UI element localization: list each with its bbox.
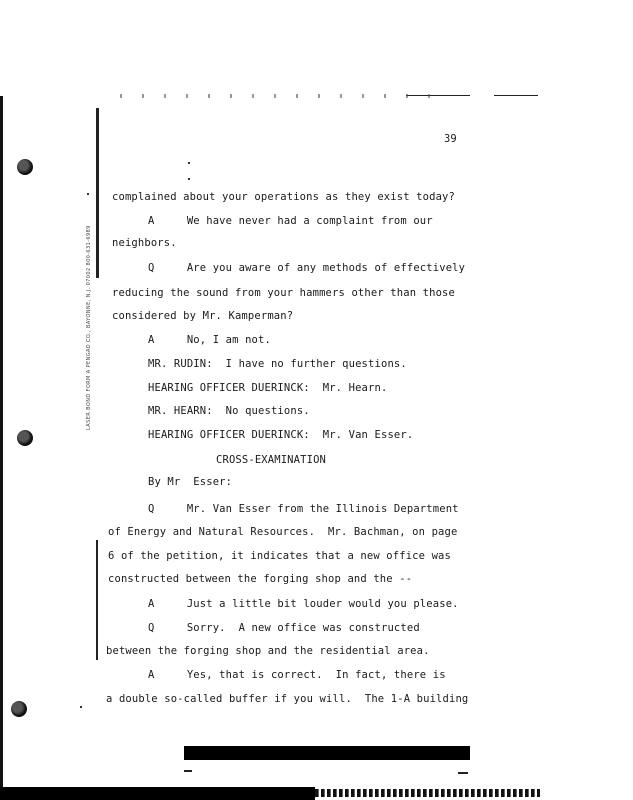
page-number: 39 <box>444 133 457 145</box>
transcript-line: A Just a little bit louder would you please. <box>148 598 459 610</box>
transcript-line: neighbors. <box>112 237 177 249</box>
scan-dot <box>80 706 82 708</box>
transcript-line: Q Are you aware of any methods of effectively <box>148 262 466 274</box>
transcript-line: between the forging shop and the residential area. <box>106 645 430 657</box>
transcript-line: HEARING OFFICER DUERINCK: Mr. Van Esser. <box>148 429 414 441</box>
top-rule-line-right <box>494 95 538 96</box>
scan-dot <box>188 178 190 180</box>
transcript-line: A No, I am not. <box>148 334 271 346</box>
footer-tick <box>184 770 192 772</box>
transcript-line: Q Mr. Van Esser from the Illinois Department <box>148 503 459 515</box>
scan-dot <box>188 162 190 164</box>
transcript-line: complained about your operations as they exist today? <box>112 191 455 203</box>
transcript-line: constructed between the forging shop and the -- <box>108 573 413 585</box>
binder-hole-top <box>17 159 33 175</box>
transcript-line: MR. RUDIN: I have no further questions. <box>148 358 407 370</box>
transcript-line: By Mr Esser: <box>148 476 233 488</box>
section-heading: CROSS-EXAMINATION <box>216 454 327 466</box>
transcript-line: a double so-called buffer if you will. The 1-A building <box>106 693 469 705</box>
transcript-line: reducing the sound from your hammers other than those <box>112 287 455 299</box>
transcript-line: of Energy and Natural Resources. Mr. Bachman, on page <box>108 526 458 538</box>
redaction-bar <box>184 746 470 760</box>
transcript-line: A Yes, that is correct. In fact, there is <box>148 669 446 681</box>
footer-scan-noise <box>315 789 540 797</box>
transcript-line: considered by Mr. Kamperman? <box>112 310 294 322</box>
footer-scan-strip <box>0 787 315 800</box>
transcript-line: A We have never had a complaint from our <box>148 215 433 227</box>
footer-tick <box>458 772 468 774</box>
transcript-line: HEARING OFFICER DUERINCK: Mr. Hearn. <box>148 382 388 394</box>
margin-form-label: LASER BOND FORM A PENGAD CO., BAYONNE, N.J. 07002 800-631-6989 <box>86 225 92 430</box>
transcript-line: Q Sorry. A new office was constructed <box>148 622 420 634</box>
transcript-line: MR. HEARN: No questions. <box>148 405 310 417</box>
transcript-line: 6 of the petition, it indicates that a new office was <box>108 550 451 562</box>
scan-specks <box>120 94 440 98</box>
